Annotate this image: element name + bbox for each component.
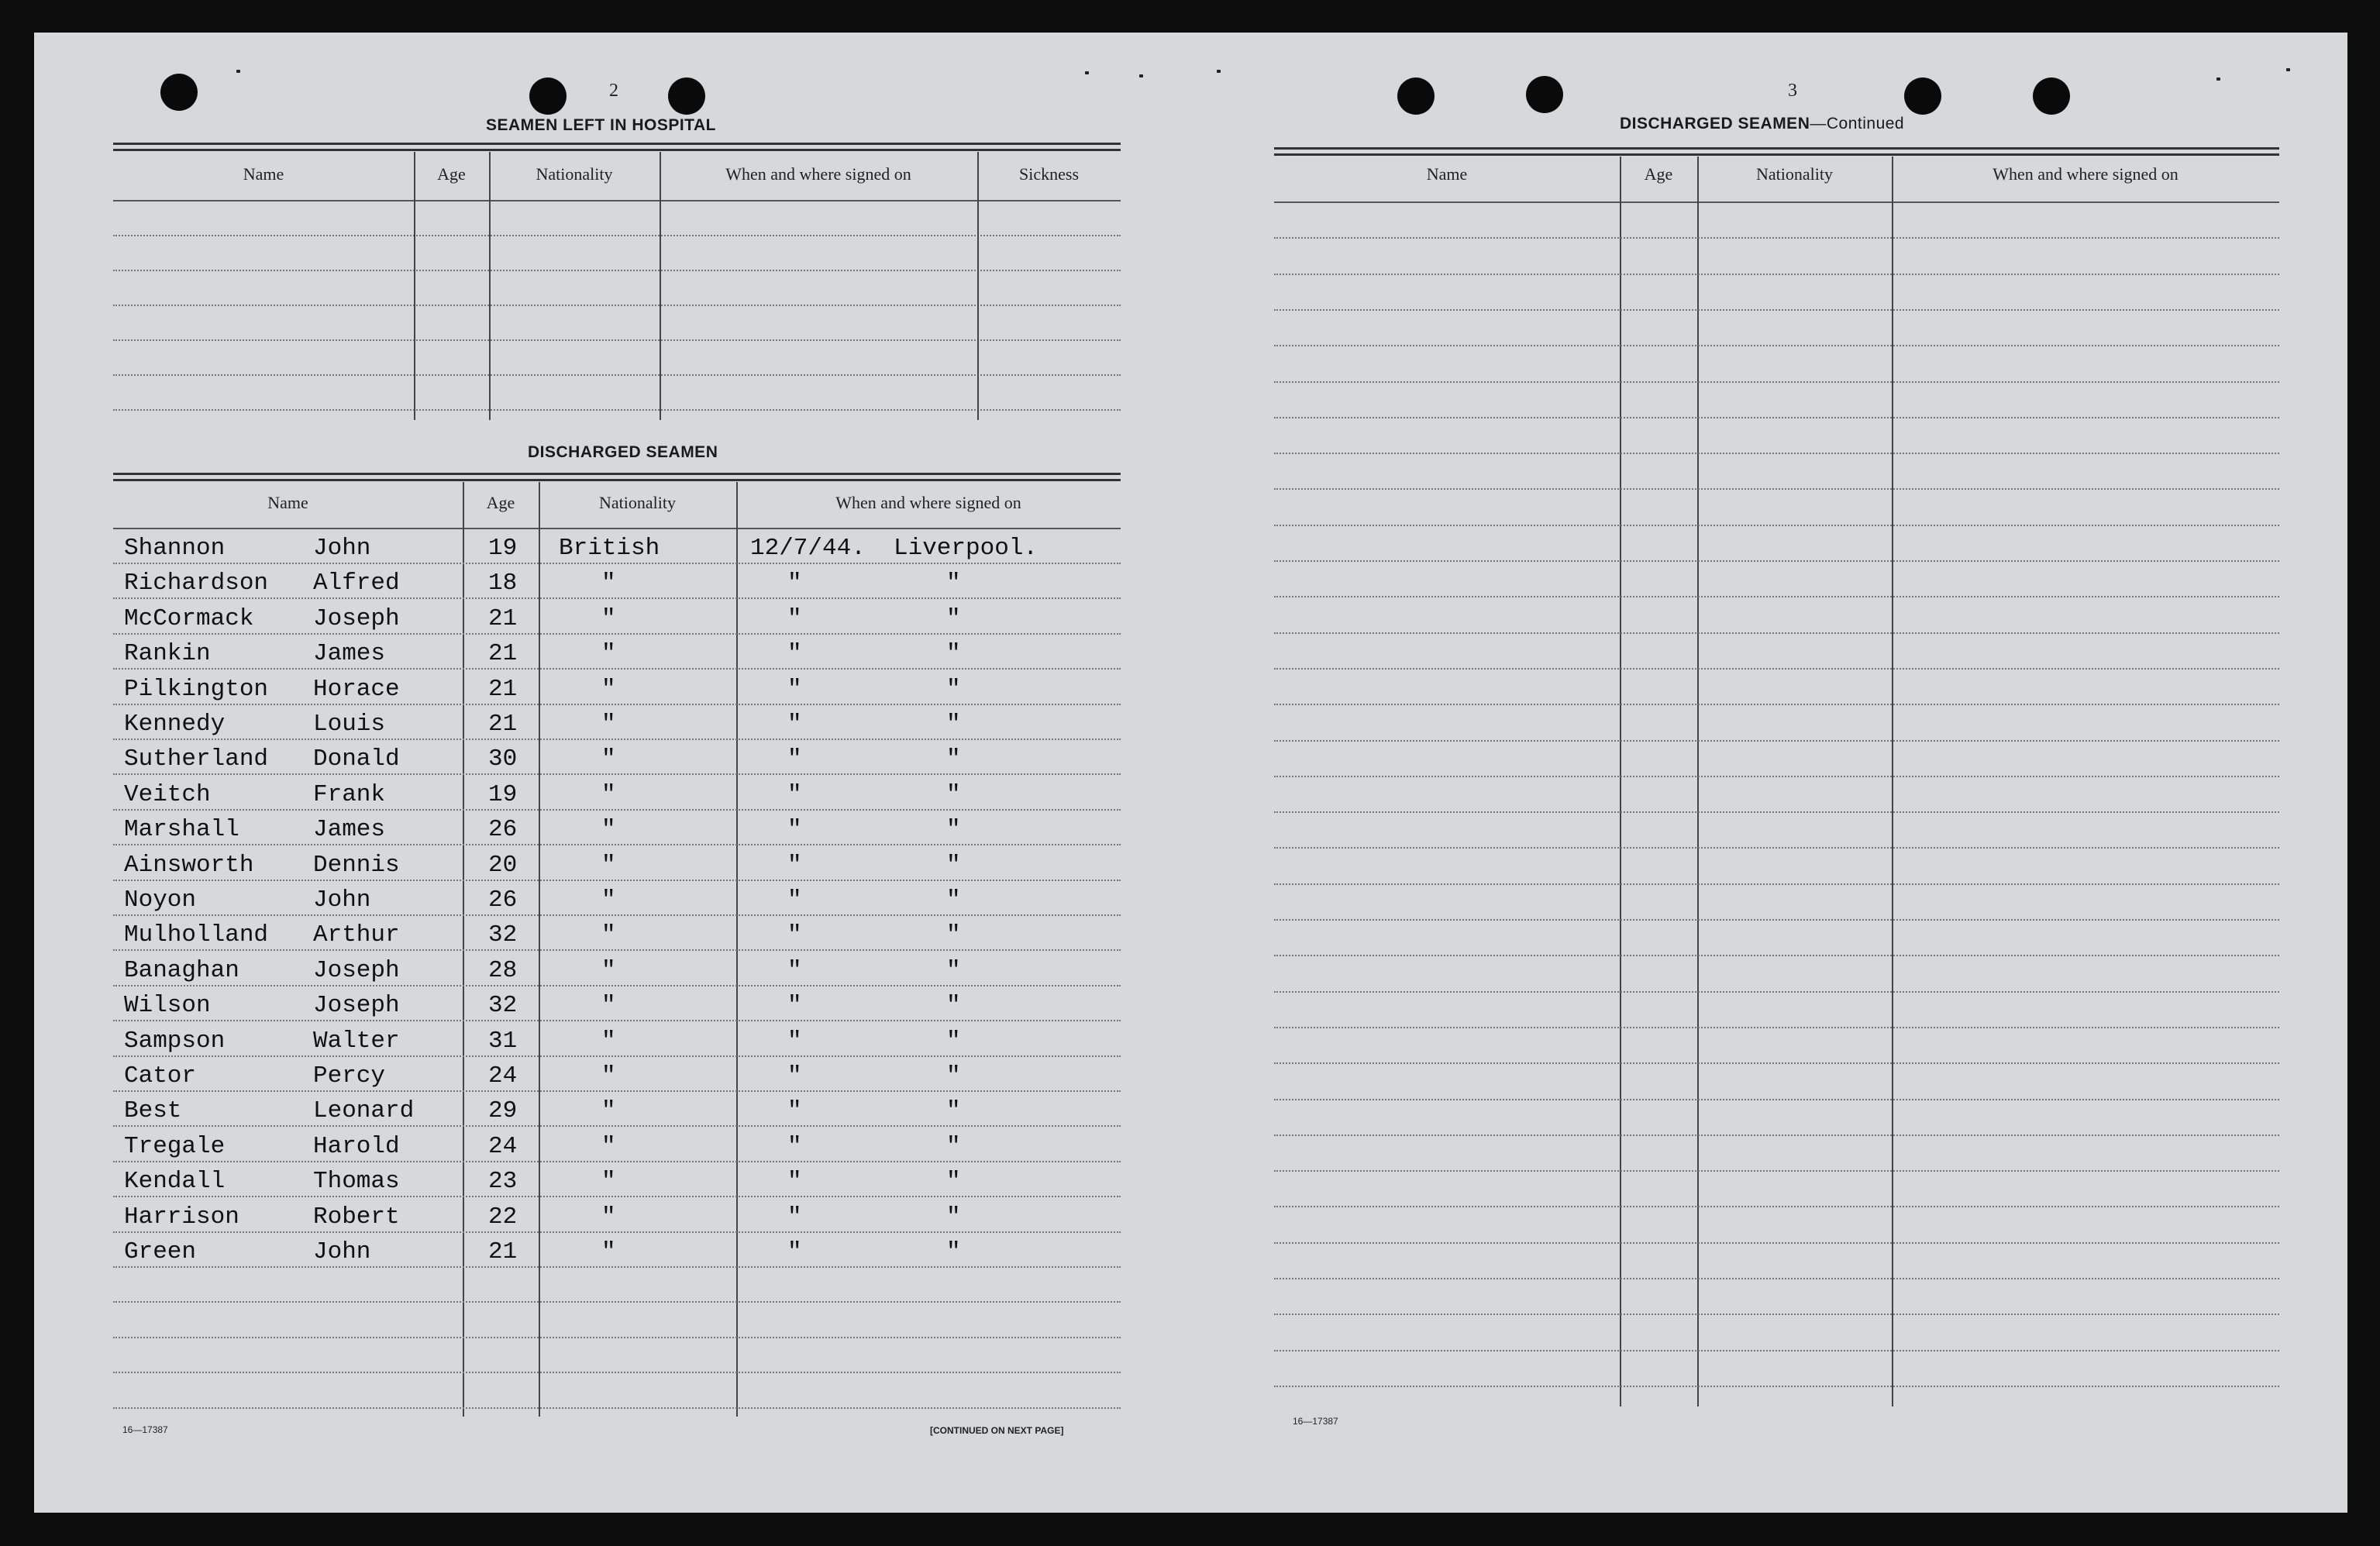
- cell-date: ": [787, 1168, 802, 1196]
- ruled-line: [1274, 991, 2279, 993]
- discharged-rows: [113, 529, 1121, 1417]
- ruled-line: [1274, 847, 2279, 849]
- cell-age: 32: [488, 921, 518, 949]
- cell-given: Dennis: [313, 851, 400, 879]
- cell-surname: Mulholland: [124, 921, 269, 949]
- cell-surname: Best: [124, 1097, 182, 1125]
- cell-surname: Shannon: [124, 535, 226, 562]
- cell-nationality: ": [601, 570, 616, 597]
- cell-place: ": [946, 1027, 961, 1055]
- cell-date: ": [787, 570, 802, 597]
- cell-age: 21: [488, 675, 518, 703]
- table-row: [113, 563, 1121, 598]
- cell-nationality: ": [601, 711, 616, 738]
- ruled-line: [1274, 704, 2279, 705]
- cell-place: ": [946, 1168, 961, 1196]
- ruled-line: [1274, 596, 2279, 597]
- cell-nationality: ": [601, 604, 616, 632]
- table-row: [113, 880, 1121, 915]
- col-header-signed-on: When and where signed on: [1993, 164, 2179, 184]
- cell-place: ": [946, 640, 961, 668]
- cell-date: ": [787, 711, 802, 738]
- table-row: [113, 1056, 1121, 1091]
- title-suffix: —Continued: [1810, 115, 1905, 133]
- cell-nationality: ": [601, 816, 616, 844]
- ruled-line: [1274, 632, 2279, 634]
- punch-hole: [160, 74, 198, 111]
- cell-date: ": [787, 851, 802, 879]
- ruled-line: [1274, 1278, 2279, 1279]
- cell-nationality: ": [601, 992, 616, 1020]
- table-row: [113, 670, 1121, 704]
- cell-place: ": [946, 1238, 961, 1265]
- cell-nationality: ": [601, 1062, 616, 1090]
- cell-date: ": [787, 640, 802, 668]
- cell-date: ": [787, 992, 802, 1020]
- cell-date: ": [787, 816, 802, 844]
- cell-given: Horace: [313, 675, 400, 703]
- col-header-age: Age: [486, 493, 515, 512]
- ruled-line: [1274, 1242, 2279, 1244]
- cell-given: John: [313, 535, 371, 562]
- cell-given: John: [313, 887, 371, 914]
- table-row: [113, 529, 1121, 563]
- cell-given: Alfred: [313, 570, 400, 597]
- ruled-line: [1274, 525, 2279, 526]
- continued-note: [CONTINUED ON NEXT PAGE]: [930, 1425, 1064, 1436]
- blank-row: [113, 1338, 1121, 1372]
- ruled-line: [1274, 417, 2279, 418]
- table-row: [113, 1021, 1121, 1056]
- cell-given: Louis: [313, 711, 386, 738]
- col-header-name: Name: [267, 493, 308, 512]
- ruled-line: [1274, 955, 2279, 956]
- form-number: 16—17387: [1293, 1416, 1338, 1427]
- cell-given: Donald: [313, 745, 400, 773]
- cell-age: 30: [488, 745, 518, 773]
- ink-speck: [1139, 74, 1143, 77]
- hospital-table: [113, 143, 1121, 420]
- cell-nationality: ": [601, 675, 616, 703]
- col-header-signed-on: When and where signed on: [835, 493, 1021, 512]
- table-row: [113, 739, 1121, 774]
- cell-place: ": [946, 1062, 961, 1090]
- cell-age: 26: [488, 887, 518, 914]
- col-header-nationality: Nationality: [599, 493, 676, 512]
- cell-date: 12/7/44.: [750, 535, 866, 562]
- cell-age: 21: [488, 604, 518, 632]
- cell-surname: Harrison: [124, 1203, 239, 1231]
- ruled-line: [1274, 1027, 2279, 1028]
- ruled-line: [1274, 811, 2279, 813]
- cell-nationality: ": [601, 1027, 616, 1055]
- cell-nationality: ": [601, 887, 616, 914]
- cell-given: Walter: [313, 1027, 400, 1055]
- cell-date: ": [787, 1027, 802, 1055]
- col-header-age: Age: [1644, 164, 1673, 184]
- cell-surname: Veitch: [124, 780, 211, 808]
- ruled-line: [1274, 919, 2279, 921]
- cell-date: ": [787, 887, 802, 914]
- cell-surname: Tregale: [124, 1132, 226, 1160]
- cell-age: 18: [488, 570, 518, 597]
- punch-hole: [2033, 77, 2070, 115]
- cell-age: 21: [488, 640, 518, 668]
- cell-given: James: [313, 816, 386, 844]
- table-row: [113, 634, 1121, 669]
- cell-place: ": [946, 711, 961, 738]
- table-row: [113, 845, 1121, 880]
- table-row: [113, 951, 1121, 986]
- col-header-nationality: Nationality: [1756, 164, 1833, 184]
- cell-nationality: ": [601, 1203, 616, 1231]
- cell-age: 26: [488, 816, 518, 844]
- cell-surname: Sampson: [124, 1027, 226, 1055]
- cell-age: 32: [488, 992, 518, 1020]
- cell-surname: Sutherland: [124, 745, 269, 773]
- page-number: 3: [1788, 81, 1797, 101]
- table-row: [113, 704, 1121, 739]
- cell-age: 28: [488, 956, 518, 984]
- cell-surname: Marshall: [124, 816, 239, 844]
- cell-place: ": [946, 780, 961, 808]
- ruled-line: [1274, 1314, 2279, 1315]
- ruled-lines: [1274, 201, 2279, 1407]
- col-header-age: Age: [437, 164, 466, 184]
- blank-row: [113, 1373, 1121, 1408]
- ruled-line: [1274, 345, 2279, 346]
- cell-nationality: ": [601, 921, 616, 949]
- punch-hole: [668, 77, 705, 115]
- punch-hole: [1904, 77, 1941, 115]
- table-row: [113, 986, 1121, 1021]
- cell-age: 24: [488, 1132, 518, 1160]
- cell-nationality: ": [601, 640, 616, 668]
- table-row: [113, 915, 1121, 950]
- cell-given: Thomas: [313, 1168, 400, 1196]
- cell-date: ": [787, 921, 802, 949]
- discharged-continued-title: [1620, 115, 1904, 133]
- ruled-line: [1274, 560, 2279, 562]
- cell-given: Frank: [313, 780, 386, 808]
- ink-speck: [2216, 77, 2220, 81]
- col-header-name: Name: [1426, 164, 1468, 184]
- cell-age: 24: [488, 1062, 518, 1090]
- cell-date: ": [787, 675, 802, 703]
- ruled-line: [1274, 381, 2279, 383]
- ruled-line: [1274, 453, 2279, 454]
- table-row: [113, 1162, 1121, 1197]
- ruled-line: [1274, 488, 2279, 490]
- ink-speck: [236, 70, 240, 73]
- ruled-line: [1274, 1135, 2279, 1136]
- cell-age: 19: [488, 535, 518, 562]
- cell-given: Joseph: [313, 604, 400, 632]
- table-row: [113, 1091, 1121, 1126]
- title-main: DISCHARGED SEAMEN: [1620, 115, 1810, 133]
- ruled-line: [1274, 883, 2279, 885]
- ruled-line: [1274, 1062, 2279, 1064]
- cell-age: 21: [488, 1238, 518, 1265]
- cell-given: Harold: [313, 1132, 400, 1160]
- cell-date: ": [787, 780, 802, 808]
- cell-given: Joseph: [313, 956, 400, 984]
- ruled-line: [1274, 1350, 2279, 1351]
- cell-date: ": [787, 1062, 802, 1090]
- cell-place: ": [946, 921, 961, 949]
- ruled-line: [1274, 1386, 2279, 1387]
- cell-given: Arthur: [313, 921, 400, 949]
- page-number: 2: [609, 81, 618, 101]
- cell-age: 20: [488, 851, 518, 879]
- table-row: [113, 1197, 1121, 1232]
- ink-speck: [1085, 71, 1089, 74]
- table-row: [113, 1127, 1121, 1162]
- discharged-continued-table: [1274, 147, 2279, 1407]
- cell-nationality: British: [559, 535, 660, 562]
- cell-surname: Cator: [124, 1062, 197, 1090]
- cell-place: ": [946, 675, 961, 703]
- cell-nationality: ": [601, 851, 616, 879]
- ruled-line: [1274, 274, 2279, 275]
- cell-place: ": [946, 604, 961, 632]
- table-row: [113, 599, 1121, 634]
- cell-place: ": [946, 816, 961, 844]
- cell-surname: Pilkington: [124, 675, 269, 703]
- ruled-line: [1274, 776, 2279, 777]
- cell-place: ": [946, 992, 961, 1020]
- cell-surname: Wilson: [124, 992, 211, 1020]
- cell-given: Joseph: [313, 992, 400, 1020]
- cell-date: ": [787, 1097, 802, 1125]
- cell-age: 22: [488, 1203, 518, 1231]
- cell-age: 31: [488, 1027, 518, 1055]
- ruled-line: [1274, 740, 2279, 742]
- blank-row: [113, 1267, 1121, 1302]
- col-header-nationality: Nationality: [536, 164, 613, 184]
- ink-speck: [2286, 68, 2290, 71]
- ink-speck: [1217, 70, 1221, 73]
- cell-place: Liverpool.: [894, 535, 1038, 562]
- table-row: [113, 775, 1121, 810]
- col-header-name: Name: [243, 164, 284, 184]
- cell-place: ": [946, 1132, 961, 1160]
- punch-hole: [1397, 77, 1435, 115]
- cell-nationality: ": [601, 1097, 616, 1125]
- cell-given: James: [313, 640, 386, 668]
- cell-surname: Noyon: [124, 887, 197, 914]
- ruled-line: [1274, 1170, 2279, 1172]
- blank-row: [113, 1303, 1121, 1338]
- ruled-line: [1274, 1099, 2279, 1100]
- col-header-sickness: Sickness: [1019, 164, 1079, 184]
- cell-date: ": [787, 1238, 802, 1265]
- cell-given: John: [313, 1238, 371, 1265]
- discharged-table: [113, 473, 1121, 1417]
- cell-age: 29: [488, 1097, 518, 1125]
- cell-date: ": [787, 745, 802, 773]
- cell-surname: Kendall: [124, 1168, 226, 1196]
- cell-age: 21: [488, 711, 518, 738]
- cell-given: Robert: [313, 1203, 400, 1231]
- cell-surname: Green: [124, 1238, 197, 1265]
- ruled-line: [1274, 237, 2279, 239]
- cell-surname: McCormack: [124, 604, 254, 632]
- cell-nationality: ": [601, 956, 616, 984]
- cell-place: ": [946, 887, 961, 914]
- cell-nationality: ": [601, 1168, 616, 1196]
- col-header-signed-on: When and where signed on: [725, 164, 911, 184]
- cell-nationality: ": [601, 1132, 616, 1160]
- ruled-line: [1274, 309, 2279, 311]
- cell-date: ": [787, 1132, 802, 1160]
- cell-place: ": [946, 851, 961, 879]
- cell-nationality: ": [601, 780, 616, 808]
- cell-surname: Rankin: [124, 640, 211, 668]
- punch-hole: [529, 77, 567, 115]
- cell-place: ": [946, 956, 961, 984]
- table-row: [113, 810, 1121, 845]
- cell-nationality: ": [601, 1238, 616, 1265]
- cell-date: ": [787, 956, 802, 984]
- punch-hole: [1526, 76, 1563, 113]
- cell-date: ": [787, 604, 802, 632]
- hospital-section-title: SEAMEN LEFT IN HOSPITAL: [486, 116, 716, 134]
- cell-surname: Richardson: [124, 570, 269, 597]
- cell-nationality: ": [601, 745, 616, 773]
- ruled-line: [1274, 668, 2279, 670]
- cell-given: Leonard: [313, 1097, 415, 1125]
- cell-age: 23: [488, 1168, 518, 1196]
- cell-place: ": [946, 745, 961, 773]
- cell-date: ": [787, 1203, 802, 1231]
- cell-age: 19: [488, 780, 518, 808]
- cell-place: ": [946, 570, 961, 597]
- ruled-line: [1274, 1206, 2279, 1207]
- form-number: 16—17387: [122, 1424, 168, 1435]
- cell-surname: Ainsworth: [124, 851, 254, 879]
- cell-place: ": [946, 1203, 961, 1231]
- cell-place: ": [946, 1097, 961, 1125]
- cell-surname: Banaghan: [124, 956, 239, 984]
- cell-surname: Kennedy: [124, 711, 226, 738]
- cell-given: Percy: [313, 1062, 386, 1090]
- table-row: [113, 1232, 1121, 1267]
- discharged-section-title: DISCHARGED SEAMEN: [528, 443, 718, 461]
